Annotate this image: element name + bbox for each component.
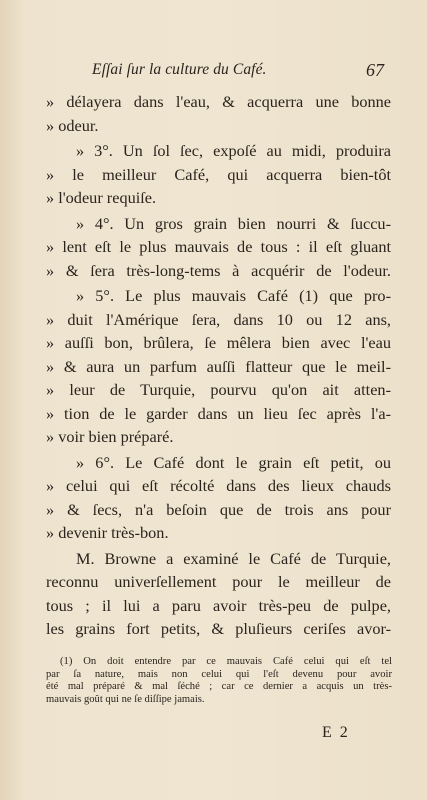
text-line: » lent eſt le plus mauvais de tous : il eſt gluant <box>46 237 391 256</box>
text-line: tous ; il lui a paru avoir très-peu de pulpe, <box>46 595 391 615</box>
signature-mark: E 2 <box>322 724 350 741</box>
footnote-line: (1) On doit entendre par ce mauvais Café celui qui eſt tel <box>60 656 392 667</box>
text-line: » duit l'Amérique ſera, dans 10 ou 12 ans, <box>46 309 391 329</box>
text-line: M. Browne a examiné le Café de Turquie, <box>76 548 391 568</box>
text-line: » auſſi bon, brûlera, ſe mêlera bien avec l'eau <box>46 333 391 352</box>
body-text <box>46 90 391 641</box>
text-line: reconnu univerſellement pour le meilleur de <box>46 572 391 591</box>
text-line: » voir bien préparé. <box>46 427 174 446</box>
page-number: 67 <box>366 60 384 80</box>
text-line: » celui qui eſt récolté dans des lieux chauds <box>46 476 391 495</box>
text-line: » délayera dans l'eau, & acquerra une bonne <box>46 92 391 111</box>
text-line: » 5°. Le plus mauvais Café (1) que pro- <box>76 286 391 305</box>
text-line: » 3°. Un ſol ſec, expoſé au midi, produira <box>76 141 391 160</box>
running-head-title: Eſſai ſur la culture du Café. <box>92 61 267 78</box>
running-head <box>92 61 392 85</box>
text-line: » tion de le garder dans un lieu ſec après l'a- <box>46 403 391 423</box>
footnote <box>46 656 392 706</box>
footnote-line: été mal préparé & mal ſéché ; car ce dernier a acquis un très- <box>46 681 392 692</box>
text-line: les grains fort petits, & pluſieurs ceriſes avor- <box>46 619 391 638</box>
text-line: » odeur. <box>46 115 99 135</box>
footnote-line: par ſa nature, mais non celui qui l'eſt devenu pour avoir <box>46 668 392 680</box>
text-line: » 4°. Un gros grain bien nourri & ſuccu- <box>76 213 391 233</box>
text-line: » l'odeur requiſe. <box>46 188 157 207</box>
text-line: » 6°. Le Café dont le grain eſt petit, ou <box>76 452 391 472</box>
text-line: » & aura un parfum auſſi flatteur que le meil- <box>46 356 391 376</box>
text-line: » & ſera très-long-tems à acquérir de l'odeur. <box>46 260 391 280</box>
text-line: » & ſecs, n'a beſoin que de trois ans pour <box>46 499 391 519</box>
text-line: » leur de Turquie, pourvu qu'on ait atten- <box>46 380 391 399</box>
text-line: » devenir très-bon. <box>46 523 169 542</box>
footnote-line: mauvais goût qui ne ſe diſſipe jamais. <box>46 693 205 705</box>
text-line: » le meilleur Café, qui acquerra bien-tôt <box>46 164 391 184</box>
